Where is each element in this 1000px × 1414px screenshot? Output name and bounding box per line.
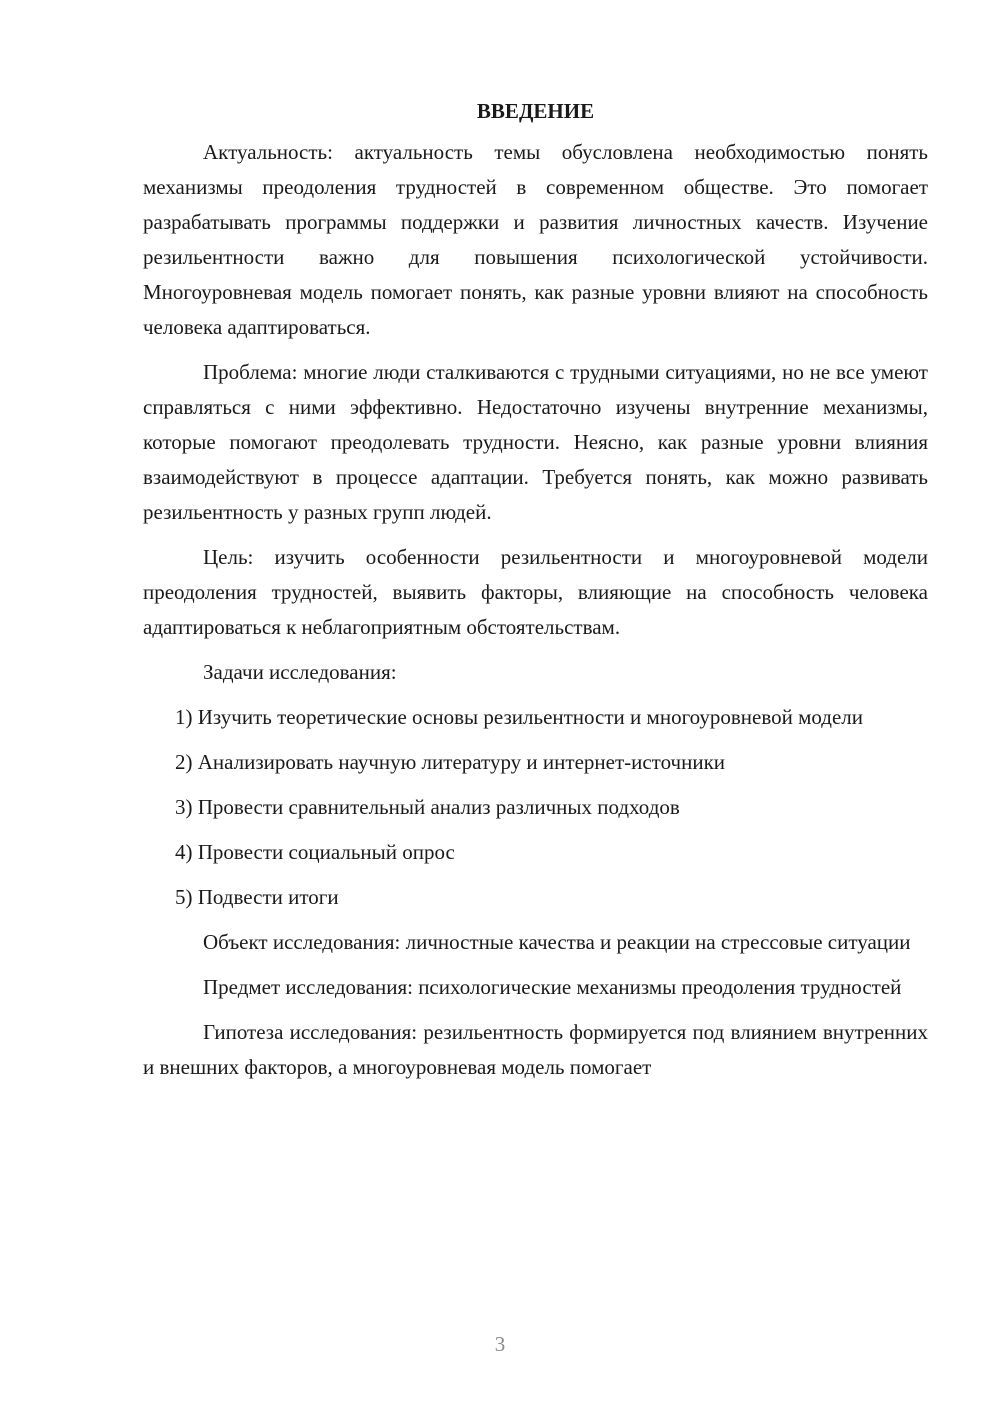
task-item-1: 1) Изучить теоретические основы резильентности и многоуровневой модели [175, 705, 863, 729]
section-title: ВВЕДЕНИЕ [476, 99, 595, 123]
subject-paragraph: Предмет исследования: психологические механизмы преодоления трудностей [203, 975, 902, 999]
document-page [143, 96, 928, 1095]
task-item-5: 5) Подвести итоги [175, 885, 339, 909]
task-item-3: 3) Провести сравнительный анализ различных подходов [175, 795, 680, 819]
task-item-2: 2) Анализировать научную литературу и интернет-источники [175, 750, 726, 774]
page-number: 3 [494, 1332, 506, 1356]
problem-paragraph: Проблема: многие люди сталкиваются с трудными ситуациями, но не все умеют справляться с ними эффективно. Недостаточно изучены внутренние механизмы, которые помогают преодолевать трудности. Неясно, как разные уровни влияния взаимодействуют в процессе адаптации. Требуется понять, как можно развивать резильентность у разных групп людей. [143, 360, 928, 524]
hypothesis-paragraph: Гипотеза исследования: резильентность формируется под влиянием внутренних и внешних факторов, а многоуровневая модель помогает [143, 1020, 928, 1079]
tasks-heading: Задачи исследования: [203, 660, 397, 684]
goal-paragraph: Цель: изучить особенности резильентности и многоуровневой модели преодоления трудностей, выявить факторы, влияющие на способность человека адаптироваться к неблагоприятным обстоятельствам. [143, 545, 928, 639]
relevance-paragraph: Актуальность: актуальность темы обусловлена необходимостью понять механизмы преодоления трудностей в современном обществе. Это помогает разрабатывать программы поддержки и развития личностных качеств. Изучение резильентности важно для повышения психологической устойчивости. Многоуровневая модель помогает понять, как разные уровни влияют на способность человека адаптироваться. [143, 140, 928, 339]
task-item-4: 4) Провести социальный опрос [175, 840, 455, 864]
object-paragraph: Объект исследования: личностные качества и реакции на стрессовые ситуации [203, 930, 911, 954]
